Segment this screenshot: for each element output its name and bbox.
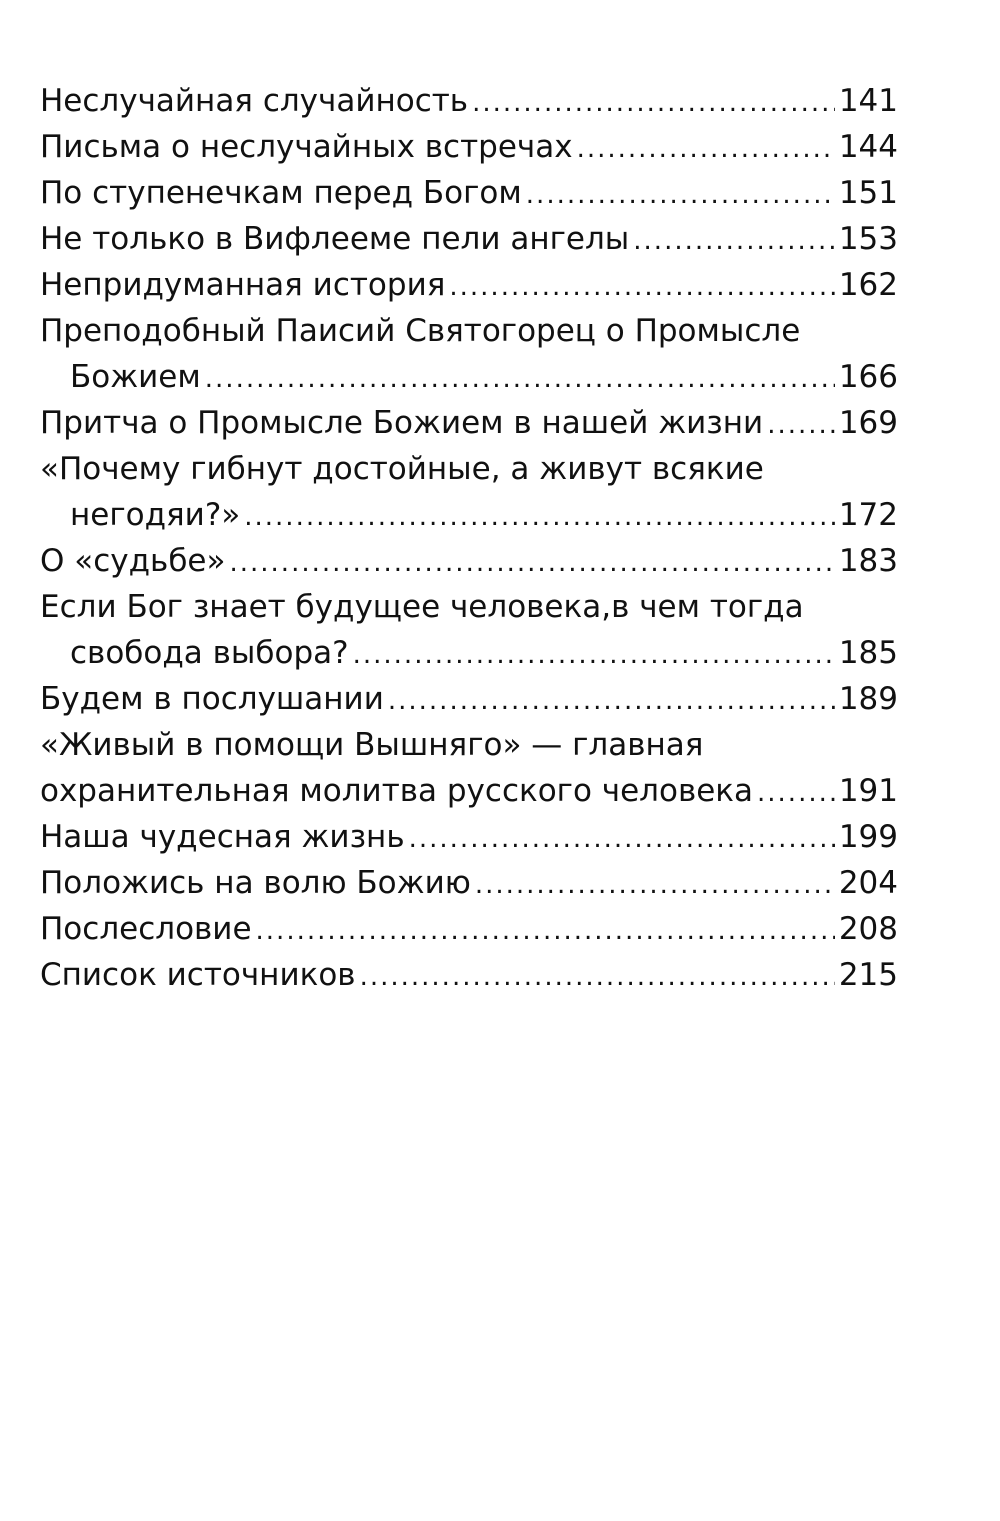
toc-entry-line (40, 354, 898, 400)
toc-entry-title: Наша чудесная жизнь (40, 819, 405, 855)
toc-entry-line (40, 630, 898, 676)
toc-entry-line (40, 538, 898, 584)
toc-entry-title: Список источников (40, 957, 356, 993)
table-of-contents (40, 78, 898, 998)
toc-entry-title: Если Бог знает будущее человека,в чем тогда (40, 589, 804, 625)
toc-entry-line (40, 308, 898, 354)
toc-page-number: 141 (838, 83, 898, 119)
toc-entry-title: негодяи?» (70, 497, 241, 533)
toc-page-number: 162 (838, 267, 898, 303)
toc-entry-line (40, 400, 898, 446)
dot-leader (577, 126, 835, 172)
toc-entry-title: Послесловие (40, 911, 252, 947)
dot-leader (388, 678, 835, 724)
toc-page-number: 153 (838, 221, 898, 257)
toc-page-number: 185 (838, 635, 898, 671)
toc-entry-line (40, 78, 898, 124)
toc-entry-title: Притча о Промысле Божием в нашей жизни (40, 405, 764, 441)
toc-entry-line (40, 860, 898, 906)
toc-entry-line (40, 124, 898, 170)
toc-entry-title: По ступенечкам перед Богом (40, 175, 522, 211)
toc-page-number: 208 (838, 911, 898, 947)
dot-leader (526, 172, 835, 218)
toc-page-number: 215 (838, 957, 898, 993)
toc-entry-line (40, 170, 898, 216)
toc-entry-line (40, 446, 898, 492)
toc-page-number: 166 (838, 359, 898, 395)
toc-entry-title: Не только в Вифлееме пели ангелы (40, 221, 630, 257)
dot-leader (449, 264, 834, 310)
toc-entry-title: Преподобный Паисий Святогорец о Промысле (40, 313, 801, 349)
dot-leader (409, 816, 835, 862)
toc-entry-title: Положись на волю Божию (40, 865, 471, 901)
toc-entry-line (40, 262, 898, 308)
toc-page-number: 204 (838, 865, 898, 901)
toc-entry-line (40, 952, 898, 998)
toc-entry-line (40, 906, 898, 952)
toc-page-number: 191 (838, 773, 898, 809)
dot-leader (205, 356, 835, 402)
toc-entry-line (40, 768, 898, 814)
toc-page-number: 199 (838, 819, 898, 855)
toc-page-number: 144 (838, 129, 898, 165)
toc-entry-line (40, 722, 898, 768)
toc-entry-title: Неслучайная случайность (40, 83, 469, 119)
toc-entry-title: свобода выбора? (70, 635, 349, 671)
toc-entry-title: Будем в послушании (40, 681, 384, 717)
toc-entry-title: «Живый в помощи Вышняго» — главная (40, 727, 704, 763)
dot-leader (633, 218, 835, 264)
toc-entry-title: О «судьбе» (40, 543, 226, 579)
toc-page-number: 189 (838, 681, 898, 717)
dot-leader (244, 494, 835, 540)
toc-entry-title: Божием (70, 359, 201, 395)
toc-page-number: 172 (838, 497, 898, 533)
dot-leader (229, 540, 834, 586)
toc-page-number: 169 (838, 405, 898, 441)
toc-entry-line (40, 492, 898, 538)
toc-page-number: 151 (838, 175, 898, 211)
toc-entry-line (40, 584, 898, 630)
toc-entry-line (40, 814, 898, 860)
toc-entry-line (40, 676, 898, 722)
dot-leader (767, 402, 835, 448)
toc-entry-title: «Почему гибнут достойные, а живут всякие (40, 451, 764, 487)
toc-page-number: 183 (838, 543, 898, 579)
toc-entry-title: охранительная молитва русского человека (40, 773, 754, 809)
toc-entry-title: Непридуманная история (40, 267, 446, 303)
dot-leader (353, 632, 835, 678)
toc-entry-title: Письма о неслучайных встречах (40, 129, 573, 165)
dot-leader (475, 862, 835, 908)
dot-leader (256, 908, 835, 954)
dot-leader (472, 80, 835, 126)
toc-entry-line (40, 216, 898, 262)
dot-leader (360, 954, 835, 1000)
dot-leader (757, 770, 835, 816)
